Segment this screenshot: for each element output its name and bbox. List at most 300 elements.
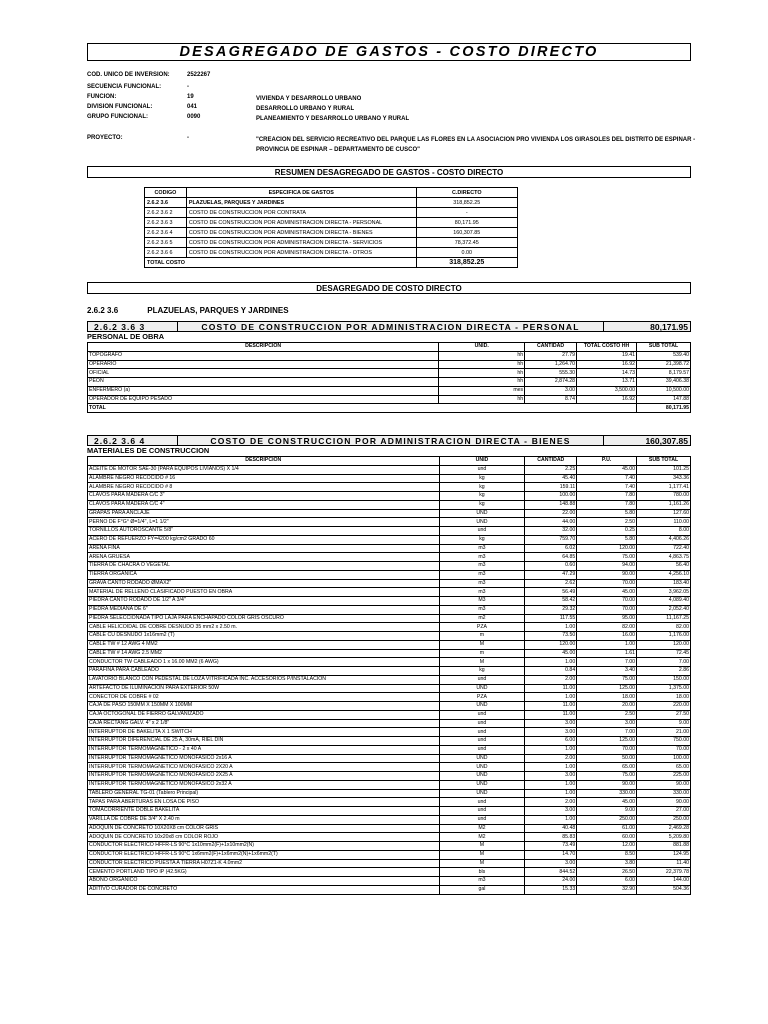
resumen-title-band	[87, 166, 691, 178]
bienes-cell: ABONO ORGANICO	[88, 877, 440, 886]
bienes-cell: INTERRUPTOR TERMOMAGNETICO - 2 x 40 A	[88, 745, 440, 754]
bienes-cell: 32.90	[577, 885, 637, 894]
table-row	[145, 248, 518, 258]
bienes-cell: kg	[439, 667, 525, 676]
table-row	[88, 360, 691, 369]
bienes-cell: 11.40	[637, 859, 691, 868]
bienes-cell: INTERRUPTOR DIFERENCIAL DE 25 A, 30mA, RIEL DIN	[88, 737, 440, 746]
table-row	[145, 228, 518, 238]
bienes-cell: m3	[439, 605, 525, 614]
bienes-cell: M	[439, 842, 525, 851]
bienes-cell: 7.00	[577, 728, 637, 737]
table-row	[88, 351, 691, 360]
table-row	[88, 623, 691, 632]
table-row	[88, 553, 691, 562]
bienes-cell: ADOQUIN DE CONCRETO 10x20x8 cm COLOR ROJO	[88, 833, 440, 842]
bienes-cell: 24.00	[525, 877, 577, 886]
bienes-cell: 21.00	[637, 728, 691, 737]
table-row	[88, 667, 691, 676]
bienes-cell: 100.00	[637, 754, 691, 763]
bienes-cell: UND	[439, 754, 525, 763]
personal-cell: hh	[439, 369, 525, 378]
bienes-cell: 159.11	[525, 483, 577, 492]
meta-desc: "CREACION DEL SERVICIO RECREATIVO DEL PARQUE LAS FLORES EN LA ASOCIACION PRO VIVIENDA LOS GIRASOLES DEL DISTRITO DE ESPINAR - PROVINCIA DE ESPINAR – DEPARTAMENTO DE CUSCO"	[256, 137, 696, 153]
resumen-cell: PLAZUELAS, PARQUES Y JARDINES	[186, 198, 416, 208]
bienes-cell: 27.00	[637, 807, 691, 816]
bienes-cell: 18.00	[577, 693, 637, 702]
table-row	[88, 850, 691, 859]
table-row	[88, 763, 691, 772]
table-row	[88, 702, 691, 711]
bienes-cell: 2.62	[525, 579, 577, 588]
bienes-cell: CLAVOS PARA MADERA C/C 4"	[88, 500, 440, 509]
bienes-cell: 2.00	[525, 798, 577, 807]
bienes-cell: 4,863.75	[637, 553, 691, 562]
bienes-cell: ADOQUIN DE CONCRETO 10X20X8 cm COLOR GRIS	[88, 824, 440, 833]
resumen-total-label: TOTAL COSTO	[145, 258, 417, 268]
meta-row	[87, 72, 687, 81]
bienes-cell: 5.80	[577, 509, 637, 518]
bienes-cell: 70.00	[577, 745, 637, 754]
bienes-cell: 45.00	[577, 465, 637, 474]
bienes-cell: 73.49	[525, 842, 577, 851]
bienes-cell: TORNILLOS AUTOROSCANTE 5/8"	[88, 527, 440, 536]
bienes-cell: m3	[439, 553, 525, 562]
table-row	[88, 518, 691, 527]
bienes-cell: 2.50	[577, 518, 637, 527]
bienes-cell: 72.45	[637, 649, 691, 658]
bienes-cell: UND	[439, 518, 525, 527]
bienes-cell: 101.25	[637, 465, 691, 474]
table-row	[88, 605, 691, 614]
bienes-cell: 120.00	[525, 640, 577, 649]
bienes-cell: 250.00	[637, 815, 691, 824]
bienes-cell: GRAVA CANTO RODADO ØMAX2"	[88, 579, 440, 588]
bienes-cell: TAPAS PARA ABERTURAS EN LOSA DE PISO	[88, 798, 440, 807]
meta-code: 041	[187, 104, 198, 110]
table-row	[88, 719, 691, 728]
personal-cell: 3,500.00	[577, 386, 637, 395]
bienes-cell: 750.00	[637, 737, 691, 746]
table-row	[88, 597, 691, 606]
bienes-cell: 3.00	[525, 859, 577, 868]
section-code: 2.6.2 3.6	[87, 306, 119, 315]
bienes-cell: 117.55	[525, 614, 577, 623]
personal-cell: hh	[439, 360, 525, 369]
bienes-cell: INTERRUPTOR DE BAKELITA X 1 SWITCH	[88, 728, 440, 737]
bienes-cell: m	[439, 632, 525, 641]
table-row	[88, 465, 691, 474]
bienes-cell: 125.00	[577, 737, 637, 746]
resumen-cell: COSTO DE CONSTRUCCION POR ADMINISTRACION DIRECTA - OTROS	[186, 248, 416, 258]
meta-label: COD. UNICO DE INVERSION:	[87, 72, 170, 78]
bienes-cell: UND	[439, 509, 525, 518]
table-row	[88, 562, 691, 571]
bienes-cell: und	[439, 807, 525, 816]
bienes-cell: kg	[439, 492, 525, 501]
personal-cell: 8,179.57	[637, 369, 691, 378]
meta-code: 0090	[187, 114, 201, 120]
bienes-cell: CONDUCTOR ELECTRICO PUESTA A TIERRA H07Z1-K 4.0mm2	[88, 859, 440, 868]
personal-cell: hh	[439, 378, 525, 387]
bienes-cell: und	[439, 728, 525, 737]
bienes-cell: M2	[439, 833, 525, 842]
bienes-cell: 56.40	[637, 562, 691, 571]
bienes-cell: m3	[439, 562, 525, 571]
bienes-cell: 1.00	[525, 693, 577, 702]
table-row	[88, 614, 691, 623]
table-row	[88, 877, 691, 886]
bienes-cell: 11,167.25	[637, 614, 691, 623]
personal-total-row	[88, 404, 691, 413]
table-row	[88, 737, 691, 746]
bienes-cell: 7.80	[577, 500, 637, 509]
meta-desc: PLANEAMIENTO Y DESARROLLO URBANO Y RURAL	[256, 116, 410, 122]
meta-desc: DESARROLLO URBANO Y RURAL	[256, 106, 355, 112]
table-row	[88, 807, 691, 816]
bienes-cell: 110.00	[637, 518, 691, 527]
bienes-cell: LAVATORIO BLANCO CON PEDESTAL DE LOZA VITRIFICADA INC. ACCESORIOS P/INSTALACION	[88, 675, 440, 684]
personal-cell: OFICIAL	[88, 369, 439, 378]
personal-cell: 16.92	[577, 395, 637, 404]
bienes-cell: 70.00	[577, 597, 637, 606]
bienes-cell: und	[439, 815, 525, 824]
table-row	[145, 208, 518, 218]
personal-cell: 8.74	[525, 395, 577, 404]
bienes-cell: kg	[439, 483, 525, 492]
table-row	[88, 728, 691, 737]
bienes-cell: 722.40	[637, 544, 691, 553]
personal-cell: 1,264.70	[525, 360, 577, 369]
resumen-total-row	[145, 258, 518, 268]
personal-cell: 3.00	[525, 386, 577, 395]
table-row	[88, 509, 691, 518]
bienes-cell: INTERRUPTOR TERMOMAGNETICO MONOFASICO 2X25 A	[88, 772, 440, 781]
resumen-cell: COSTO DE CONSTRUCCION POR ADMINISTRACION DIRECTA - SERVICIOS	[186, 238, 416, 248]
bienes-subtitle: MATERIALES DE CONSTRUCCION	[87, 446, 210, 455]
bienes-cell: CEMENTO PORTLAND TIPO IP (42.5KG)	[88, 868, 440, 877]
bienes-cell: CLAVOS PARA MADERA C/C 3"	[88, 492, 440, 501]
bienes-cell: 1,177.41	[637, 483, 691, 492]
bienes-cell: 2.25	[525, 465, 577, 474]
bienes-cell: 0.84	[525, 667, 577, 676]
bienes-cell: UND	[439, 702, 525, 711]
table-row	[88, 693, 691, 702]
table-row	[88, 570, 691, 579]
bienes-cell: PERNO DE F°G° Ø=1/4", L=1 1/2"	[88, 518, 440, 527]
bienes-cell: TIERRA ORGANICA	[88, 570, 440, 579]
bienes-cell: 3.40	[577, 667, 637, 676]
desagregado-title: DESAGREGADO DE COSTO DIRECTO	[316, 283, 462, 293]
personal-table-header	[88, 343, 691, 352]
bienes-cell: 11.00	[525, 710, 577, 719]
bienes-cell: 343.36	[637, 474, 691, 483]
bienes-cell: PARAFINA PARA CABLEADO	[88, 667, 440, 676]
bienes-cell: PIEDRA MEDIANA DE 6"	[88, 605, 440, 614]
resumen-title: RESUMEN DESAGREGADO DE GASTOS - COSTO DIRECTO	[274, 167, 504, 177]
bienes-cell: 29.32	[525, 605, 577, 614]
desagregado-title-band	[87, 282, 691, 294]
bienes-cell: 225.00	[637, 772, 691, 781]
bienes-header-cell: DESCRIPCION	[88, 457, 440, 466]
bienes-cell: 127.60	[637, 509, 691, 518]
bienes-cell: kg	[439, 474, 525, 483]
document-title: DESAGREGADO DE GASTOS - COSTO DIRECTO	[179, 44, 599, 60]
resumen-total-value: 318,852.25	[416, 258, 517, 268]
personal-header-cell: UNID.	[439, 343, 525, 352]
table-row	[88, 675, 691, 684]
personal-header-cell: CANTIDAD	[525, 343, 577, 352]
personal-cell: 19.41	[577, 351, 637, 360]
bienes-header-cell: SUB TOTAL	[637, 457, 691, 466]
bienes-cell: 1.00	[525, 623, 577, 632]
bienes-cell: 120.00	[577, 544, 637, 553]
bienes-cell: CABLE TW # 12 AWG 4 MM2	[88, 640, 440, 649]
bienes-cell: 2,052.40	[637, 605, 691, 614]
bienes-cell: und	[439, 719, 525, 728]
bienes-cell: 14.70	[525, 850, 577, 859]
personal-cell: ENFERMERO (a)	[88, 386, 439, 395]
bienes-cell: 6.00	[577, 877, 637, 886]
bienes-cell: PIEDRA CANTO RODADO DE 1/2" A 3/4"	[88, 597, 440, 606]
personal-header-cell: TOTAL COSTO HH	[577, 343, 637, 352]
bienes-cell: und	[439, 737, 525, 746]
bienes-cell: 47.29	[525, 570, 577, 579]
bienes-cell: 7.40	[577, 483, 637, 492]
personal-cell: hh	[439, 351, 525, 360]
table-row	[88, 798, 691, 807]
bienes-cell: m3	[439, 570, 525, 579]
bienes-cell: 20.00	[577, 702, 637, 711]
bienes-cell: 45.00	[525, 649, 577, 658]
bienes-cell: 330.00	[577, 789, 637, 798]
bienes-cell: 9.00	[577, 807, 637, 816]
bienes-cell: 124.95	[637, 850, 691, 859]
resumen-cell: 2.6.2 3.6 3	[145, 218, 187, 228]
personal-cell: mes	[439, 386, 525, 395]
personal-cell: 21,398.72	[637, 360, 691, 369]
table-row	[145, 198, 518, 208]
bienes-cell: 22,379.78	[637, 868, 691, 877]
bienes-cell: ADITIVO CURADOR DE CONCRETO	[88, 885, 440, 894]
bienes-cell: 70.00	[577, 579, 637, 588]
bienes-cell: 1.00	[525, 780, 577, 789]
bienes-cell: 1,176.00	[637, 632, 691, 641]
bienes-cell: VARILLA DE COBRE DE 3/4" X 2.40 m	[88, 815, 440, 824]
bienes-cell: ARTEFACTO DE ILUMINACION PARA EXTERIOR 50W	[88, 684, 440, 693]
table-row	[88, 579, 691, 588]
bienes-cell: 780.00	[637, 492, 691, 501]
bienes-cell: 8.00	[637, 527, 691, 536]
bienes-cell: gal	[439, 885, 525, 894]
bienes-table-header	[88, 457, 691, 466]
bienes-cell: 504.36	[637, 885, 691, 894]
meta-row	[87, 114, 687, 123]
bienes-cell: 50.00	[577, 754, 637, 763]
bienes-cell: kg	[439, 535, 525, 544]
bienes-cell: m2	[439, 614, 525, 623]
bienes-cell: 70.00	[637, 745, 691, 754]
bienes-cell: CONECTOR DE COBRE # 02	[88, 693, 440, 702]
bienes-cell: m	[439, 649, 525, 658]
resumen-cell: 2.6.2 3.6 6	[145, 248, 187, 258]
bienes-cell: 1.00	[525, 745, 577, 754]
meta-code: 19	[187, 94, 194, 100]
personal-cell: 39,406.38	[637, 378, 691, 387]
bienes-cell: M	[439, 850, 525, 859]
resumen-table	[144, 187, 518, 268]
table-row	[88, 710, 691, 719]
personal-cell: TOPOGRAFO	[88, 351, 439, 360]
table-row	[88, 772, 691, 781]
personal-header-cell: DESCRIPCION	[88, 343, 439, 352]
bienes-cell: 1.00	[525, 658, 577, 667]
bienes-cell: 26.50	[577, 868, 637, 877]
bienes-cell: 12.00	[577, 842, 637, 851]
table-row	[88, 535, 691, 544]
table-row	[88, 815, 691, 824]
bienes-cell: 8.50	[577, 850, 637, 859]
bienes-cell: 148.88	[525, 500, 577, 509]
bienes-cell: 0.25	[577, 527, 637, 536]
meta-row	[87, 94, 687, 103]
bienes-cell: 11.00	[525, 702, 577, 711]
personal-code: 2.6.2 3.6 3	[88, 322, 178, 331]
meta-desc: VIVIENDA Y DESARROLLO URBANO	[256, 96, 362, 102]
table-row	[88, 483, 691, 492]
bienes-cell: 45.40	[525, 474, 577, 483]
bienes-amount: 160,307.85	[645, 435, 688, 446]
personal-total-value: 80,171.95	[637, 404, 691, 413]
bienes-cell: PZA	[439, 693, 525, 702]
bienes-cell: INTERRUPTOR TERMOMAGNETICO MONOFASICO 2X20 A	[88, 763, 440, 772]
bienes-cell: und	[439, 745, 525, 754]
bienes-cell: 45.00	[577, 588, 637, 597]
bienes-cell: kg	[439, 500, 525, 509]
resumen-table-header	[145, 188, 518, 198]
bienes-cell: 7.00	[637, 658, 691, 667]
bienes-cell: PZA	[439, 623, 525, 632]
resumen-cell: -	[416, 208, 517, 218]
bienes-cell: m3	[439, 877, 525, 886]
bienes-cell: 3.00	[525, 728, 577, 737]
meta-row	[87, 104, 687, 113]
meta-label: SECUENCIA FUNCIONAL:	[87, 84, 162, 90]
table-row	[88, 824, 691, 833]
bienes-cell: UND	[439, 763, 525, 772]
bienes-cell: 44.00	[525, 518, 577, 527]
bienes-cell: und	[439, 798, 525, 807]
bienes-cell: 90.00	[577, 570, 637, 579]
bienes-cell: CONDUCTOR ELECTRICO HFFR-LS 90°C 1x10mm2(F)+1x10mm2(N)	[88, 842, 440, 851]
bienes-code: 2.6.2 3.6 4	[88, 436, 178, 445]
bienes-cell: M	[439, 859, 525, 868]
bienes-cell: 1.00	[577, 640, 637, 649]
table-row	[88, 544, 691, 553]
section-name: PLAZUELAS, PARQUES Y JARDINES	[147, 306, 289, 315]
resumen-cell: COSTO DE CONSTRUCCION POR ADMINISTRACION DIRECTA - BIENES	[186, 228, 416, 238]
resumen-cell: COSTO DE CONSTRUCCION POR CONTRATA	[186, 208, 416, 218]
bienes-cell: 3.80	[577, 859, 637, 868]
bienes-cell: 2.00	[525, 675, 577, 684]
bienes-cell: 2.50	[577, 710, 637, 719]
bienes-cell: 90.00	[637, 798, 691, 807]
bienes-cell: CONDUCTOR ELECTRICO HFFR-LS 90°C 1x6mm2(F)+1x6mm2(N)+1x6mm2(T)	[88, 850, 440, 859]
bienes-cell: CABLE HELICOIDAL DE COBRE DESNUDO 35 mm2 x 2.50 m.	[88, 623, 440, 632]
personal-name: COSTO DE CONSTRUCCION POR ADMINISTRACION DIRECTA - PERSONAL	[178, 322, 604, 331]
bienes-cell: ARENA GRUESA	[88, 553, 440, 562]
bienes-cell: 95.00	[577, 614, 637, 623]
bienes-cell: 85.83	[525, 833, 577, 842]
bienes-cell: 844.52	[525, 868, 577, 877]
bienes-header-bar	[87, 435, 691, 446]
bienes-cell: 90.00	[637, 780, 691, 789]
meta-row	[87, 135, 696, 153]
personal-cell: 13.71	[577, 378, 637, 387]
bienes-table	[87, 456, 691, 895]
bienes-cell: PIEDRA SELECCIONADA TIPO LAJA PARA ENCHAPADO COLOR GRIS OSCURO	[88, 614, 440, 623]
bienes-cell: 7.00	[577, 658, 637, 667]
personal-header-cell: SUB TOTAL	[637, 343, 691, 352]
bienes-cell: 3,962.05	[637, 588, 691, 597]
meta-label: GRUPO FUNCIONAL:	[87, 114, 148, 120]
table-row	[88, 885, 691, 894]
bienes-cell: INTERRUPTOR TERMOMAGNETICO MONOFASICO 2x32 A	[88, 780, 440, 789]
bienes-cell: m3	[439, 579, 525, 588]
bienes-cell: ACERO DE REFUERZO FY=4200 kg/cm2 GRADO 60	[88, 535, 440, 544]
personal-cell: hh	[439, 395, 525, 404]
table-row	[88, 474, 691, 483]
bienes-cell: TABLERO GENERAL TG-01 (Tablero Principal)	[88, 789, 440, 798]
bienes-cell: M2	[439, 824, 525, 833]
bienes-cell: 4,406.26	[637, 535, 691, 544]
personal-cell: 14.73	[577, 369, 637, 378]
personal-cell: 2,874.28	[525, 378, 577, 387]
personal-cell: PEON	[88, 378, 439, 387]
personal-cell: OPERARIO	[88, 360, 439, 369]
bienes-cell: 75.00	[577, 675, 637, 684]
bienes-cell: 7.80	[577, 492, 637, 501]
bienes-cell: M	[439, 658, 525, 667]
meta-code: 2522267	[187, 72, 211, 78]
bienes-cell: 183.40	[637, 579, 691, 588]
bienes-cell: 120.00	[637, 640, 691, 649]
bienes-cell: 1,161.26	[637, 500, 691, 509]
bienes-cell: und	[439, 527, 525, 536]
bienes-cell: 82.00	[577, 623, 637, 632]
bienes-cell: 330.00	[637, 789, 691, 798]
bienes-cell: CAJA OCTOGONAL DE FIERRO GALVANIZADO	[88, 710, 440, 719]
table-row	[88, 745, 691, 754]
resumen-cell: COSTO DE CONSTRUCCION POR ADMINISTRACION DIRECTA - PERSONAL	[186, 218, 416, 228]
table-row	[88, 780, 691, 789]
bienes-cell: 1.00	[525, 815, 577, 824]
bienes-cell: INTERRUPTOR TERMOMAGNETICO MONOFASICO 2x16 A	[88, 754, 440, 763]
personal-header-bar	[87, 321, 691, 332]
bienes-cell: GRAPAS PARA ANCLAJE	[88, 509, 440, 518]
bienes-cell: 1.61	[577, 649, 637, 658]
bienes-cell: 250.00	[577, 815, 637, 824]
resumen-cell: 78,372.45	[416, 238, 517, 248]
bienes-cell: CAJA RECTANG GALV. 4" x 2 1/8"	[88, 719, 440, 728]
bienes-cell: 100.00	[525, 492, 577, 501]
bienes-cell: 64.85	[525, 553, 577, 562]
bienes-cell: ACEITE DE MOTOR SAE-30 (PARA EQUIPOS LIVIANOS) X 1/4	[88, 465, 440, 474]
table-row	[88, 868, 691, 877]
meta-label: DIVISION FUNCIONAL:	[87, 104, 153, 110]
bienes-cell: CABLE TW # 14 AWG 2.5 MM2	[88, 649, 440, 658]
personal-cell: 10,500.00	[637, 386, 691, 395]
